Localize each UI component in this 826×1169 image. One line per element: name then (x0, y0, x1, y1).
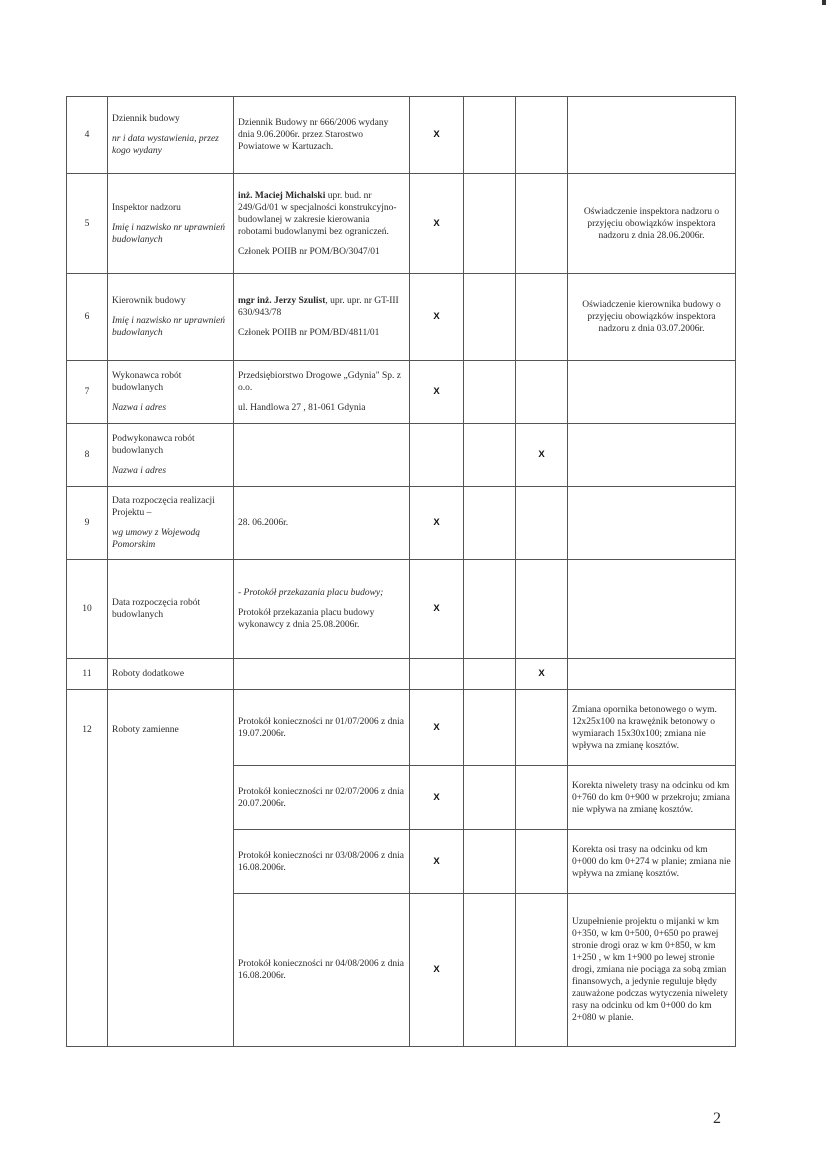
x-mark: X (410, 361, 464, 424)
row-description-cell (234, 174, 410, 274)
empty-cell (568, 560, 736, 659)
table-row (67, 690, 736, 766)
row-number: 12 (67, 690, 108, 1047)
change-note: Uzupełnienie projektu o mijanki w km 0+350, w km 0+500, 0+650 po prawej stronie drogi oraz w km 0+850, w km 1+250 , w km 1+900 po lewej stronie drogi, zmiana nie pociąga za sobą zmian finansowych, a jedynie reguluje błędy zauważone podczas wytyczenia niwelety rasy na odcinku od km 0+000 do km 2+080 w planie. (568, 894, 736, 1047)
row-number: 4 (67, 97, 108, 174)
row-label: Data rozpoczęcia realizacji Projektu – (112, 496, 215, 518)
row-number: 7 (67, 361, 108, 424)
x-mark: X (410, 560, 464, 659)
empty-cell (568, 659, 736, 690)
row-hint: nr i data wystawienia, przez kogo wydany (112, 134, 219, 156)
empty-cell (568, 97, 736, 174)
empty-cell (234, 659, 410, 690)
x-mark: X (516, 659, 568, 690)
x-mark: X (410, 274, 464, 361)
empty-cell (516, 690, 568, 766)
empty-cell (516, 361, 568, 424)
x-mark: X (410, 174, 464, 274)
empty-cell (568, 424, 736, 487)
row-number: 11 (67, 659, 108, 690)
membership-text: Członek POIIB nr POM/BD/4811/01 (238, 328, 380, 338)
row-hint: Imię i nazwisko nr uprawnień budowlanych (112, 222, 225, 245)
page-number: 2 (713, 1110, 721, 1127)
scan-mark (822, 0, 826, 5)
empty-cell (516, 487, 568, 560)
change-protocol: Protokół konieczności nr 04/08/2006 z dnia 16.08.2006r. (234, 894, 410, 1047)
empty-cell (516, 894, 568, 1047)
x-mark: X (410, 830, 464, 894)
change-protocol: Protokół konieczności nr 02/07/2006 z dnia 20.07.2006r. (234, 766, 410, 830)
empty-cell (516, 174, 568, 274)
empty-cell (464, 487, 516, 560)
row-label-cell (108, 487, 234, 560)
table-row (67, 487, 736, 560)
change-note: Zmiana opornika betonowego o wym. 12x25x100 na krawężnik betonowy o wymiarach 15x30x100; zmiana nie wpływa na zmianę kosztów. (568, 690, 736, 766)
row-description-cell (234, 560, 410, 659)
person-name: inż. Maciej Michalski (238, 190, 326, 201)
change-protocol: Protokół konieczności nr 01/07/2006 z dnia 19.07.2006r. (234, 690, 410, 766)
empty-cell (516, 830, 568, 894)
x-mark: X (516, 424, 568, 487)
empty-cell (464, 274, 516, 361)
row-number: 6 (67, 274, 108, 361)
empty-cell (464, 894, 516, 1047)
empty-cell (464, 97, 516, 174)
qualification-text: , upr. upr. nr GT-III 630/943/78 (238, 296, 399, 318)
row-number: 5 (67, 174, 108, 274)
document-table (66, 96, 736, 1047)
empty-cell (410, 424, 464, 487)
row-label: Kierownik budowy (112, 296, 186, 306)
empty-cell (464, 424, 516, 487)
table-row (67, 174, 736, 274)
empty-cell (464, 560, 516, 659)
row-label-cell (108, 424, 234, 487)
row-label-cell (108, 274, 234, 361)
table-row (67, 274, 736, 361)
table-row (67, 659, 736, 690)
company-address: ul. Handlowa 27 , 81-061 Gdynia (238, 403, 366, 413)
row-description-cell (234, 274, 410, 361)
x-mark: X (410, 97, 464, 174)
empty-cell (568, 361, 736, 424)
table-row (67, 560, 736, 659)
table-row (67, 424, 736, 487)
row-number: 8 (67, 424, 108, 487)
x-mark: X (410, 766, 464, 830)
row-note: Oświadczenie kierownika budowy o przyjęciu obowiązków inspektora nadzoru z dnia 03.07.2006r. (568, 274, 736, 361)
row-label: Data rozpoczęcia robót budowlanych (108, 560, 234, 659)
row-label-cell (108, 361, 234, 424)
row-hint: Nazwa i adres (112, 466, 167, 476)
empty-cell (464, 690, 516, 766)
table-row (67, 97, 736, 174)
x-mark: X (410, 690, 464, 766)
row-number: 9 (67, 487, 108, 560)
row-description-cell (234, 361, 410, 424)
membership-text: Członek POIIB nr POM/BO/3047/01 (238, 246, 380, 257)
empty-cell (464, 174, 516, 274)
x-mark: X (410, 894, 464, 1047)
row-hint: wg umowy z Wojewodą Pomorskim (112, 528, 201, 550)
empty-cell (464, 361, 516, 424)
protocol-heading: - Protokół przekazania placu budowy; (238, 588, 384, 598)
row-description: Dziennik Budowy nr 666/2006 wydany dnia 9.06.2006r. przez Starostwo Powiatowe w Kartuzach. (234, 97, 410, 174)
empty-cell (516, 766, 568, 830)
row-label: Roboty zamienne (108, 690, 234, 1047)
row-description: 28. 06.2006r. (234, 487, 410, 560)
row-note: Oświadczenie inspektora nadzoru o przyjęciu obowiązków inspektora nadzoru z dnia 28.06.2006r. (568, 174, 736, 274)
row-label: Dziennik budowy (112, 114, 180, 124)
table-row (67, 361, 736, 424)
row-label: Podwykonawca robót budowlanych (112, 434, 195, 456)
row-label: Wykonawca robót budowlanych (112, 371, 182, 393)
empty-cell (464, 659, 516, 690)
empty-cell (410, 659, 464, 690)
empty-cell (516, 97, 568, 174)
row-hint: Nazwa i adres (112, 403, 167, 413)
row-label: Inspektor nadzoru (112, 202, 181, 213)
change-note: Korekta osi trasy na odcinku od km 0+000 do km 0+274 w planie; zmiana nie wpływa na zmianę kosztów. (568, 830, 736, 894)
row-number: 10 (67, 560, 108, 659)
x-mark: X (410, 487, 464, 560)
person-name: mgr inż. Jerzy Szulist (238, 296, 326, 306)
change-note: Korekta niwelety trasy na odcinku od km 0+760 do km 0+900 w przekroju; zmiana nie wpływa na zmianę kosztów. (568, 766, 736, 830)
empty-cell (516, 274, 568, 361)
row-label-cell (108, 97, 234, 174)
empty-cell (464, 766, 516, 830)
empty-cell (516, 560, 568, 659)
empty-cell (234, 424, 410, 487)
row-label: Roboty dodatkowe (108, 659, 234, 690)
protocol-text: Protokół przekazania placu budowy wykonawcy z dnia 25.08.2006r. (238, 608, 375, 630)
row-hint: Imię i nazwisko nr uprawnień budowlanych (112, 316, 225, 338)
change-protocol: Protokół konieczności nr 03/08/2006 z dnia 16.08.2006r. (234, 830, 410, 894)
qualification-text: upr. bud. nr 249/Gd/01 w specjalności konstrukcyjno-budowlanej w zakresie kierowania robotami budowlanymi bez ograniczeń. (238, 190, 397, 237)
row-label-cell (108, 174, 234, 274)
empty-cell (464, 830, 516, 894)
empty-cell (568, 487, 736, 560)
company-name: Przedsiębiorstwo Drogowe „Gdynia" Sp. z o.o. (238, 371, 401, 393)
